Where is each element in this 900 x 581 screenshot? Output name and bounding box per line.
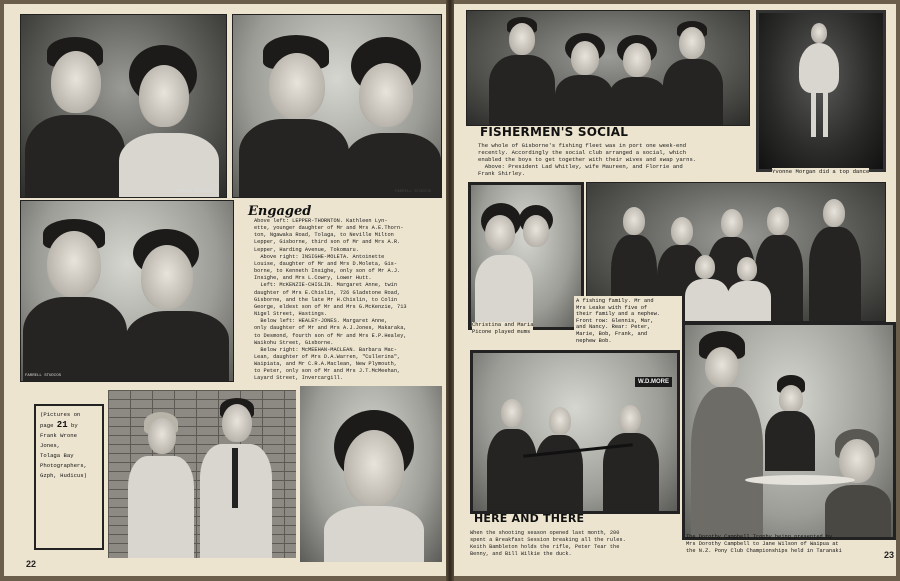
pictures-credit-page-word: page: [40, 422, 54, 429]
fishermen-social-text: The whole of Gisborne's fishing fleet was in port one week-end recently. Accordingly the social club arranged a social, which enabled the boys to get together with their wives and swap yarns. Above: President Lad Whitley, wife Maureen, and Florrie and Frank Shirley.: [478, 142, 697, 177]
engaged-announcements: Above left: LEPPER-THORNTON. Kathleen Lyn- ette, younger daughter of Mr and Mrs A.E.Thorn- ton, Ngawaka Road, Tolaga, to Neville Milton Lepper, Gisborne, third son of Mr and Mrs A.R. Lepper, Harding Avenue, Tokomaru. Above right: INSIGHE-MOLETA. Antoinette Louise, daughter of Mr and Mrs D.Moleta, Gis- borne, to Kenneth Insighe, only son of Mr A.J. Insighe, and Mrs L.Cowry, Lower Hutt. Left: McKENZIE-CHISLIN. Margaret Anne, twin daughter of Mrs E.Chislin, 726 Gladstone Road, Gisborne, and the late Mr H.Chislin, to Colin George, eldest son of Mr and Mrs G.McKenzie, 713 Nigel Street, Hastings. Below left: HEALEY-JONES. Margaret Anne, only daughter of Mr and Mrs A.J.Jones, Makaraka, to Desmond, fourth son of Mr and Mrs E.P.Healey, Waikohu Street, Gisborne. Below right: McMEEHAN-MACLEAN. Barbara Mac- Lean, daughter of Mrs D.A.Warren, "Cullerina", Waipiata, and Mr C.R.A.Maclean, New Plymouth, to Peter, only son of Mr and Mrs J.T.McMeehan, Layard Street, Invercargill.: [254, 218, 407, 382]
fishermen-social-photo: [466, 10, 750, 126]
skater-photo: [756, 10, 886, 172]
skater-caption: Yvonne Morgan did a top dance: [772, 168, 870, 175]
pictures-credit-line: Tolaga Bay: [40, 452, 74, 459]
pictures-credit-line: Photographers,: [40, 462, 87, 469]
book-gutter: [446, 0, 454, 581]
left-page: [4, 4, 446, 576]
christina-maria-photo: [468, 182, 584, 330]
photo-credit: FARRELL STUDIOS: [394, 190, 431, 194]
photo-credit: FARRELL STUDIOS: [175, 190, 212, 194]
pony-club-trophy-photo: [682, 322, 896, 540]
couple-photo-healey-jones: [108, 390, 296, 558]
fishing-family-caption: A fishing family. Mr and Mrs Leake with five of their family and a nephew. Front row: Glennis, Mar, and Nancy. Rear: Peter, Marie, Bob, Frank, and nephew Bob.: [574, 296, 682, 346]
shop-sign: W.D.MORE: [635, 377, 672, 387]
christina-maria-caption: Christina and Maria Picone played mums: [472, 322, 534, 335]
portrait-photo-mcmeehan-maclean: [300, 386, 442, 562]
shooting-season-photo: [470, 350, 680, 514]
couple-photo-insighe-moleta: [232, 14, 442, 198]
pictures-credit-line: [40, 420, 98, 431]
pictures-credit-line: Gzph, Hudicus): [40, 472, 87, 479]
page-number-right: 23: [884, 550, 895, 560]
page-number-left: 22: [26, 559, 37, 569]
photo-credit: FARRELL STUDIOS: [25, 374, 62, 378]
engaged-heading: Engaged: [248, 204, 312, 219]
here-and-there-text: When the shooting season opened last month, 200 spent a Breakfast Session breaking all the rules. Keith Bambleton holds the rifle, Peter Tear the Benny, and Bill Wilkie the duck.: [470, 530, 626, 557]
pictures-credit-by: by: [70, 422, 78, 429]
pictures-credit-box: [34, 404, 104, 550]
pictures-credit-line: Frank Wrone Jones,: [40, 432, 77, 449]
fishermen-social-heading: FISHERMEN'S SOCIAL: [480, 125, 629, 139]
couple-photo-lepper-thornton: [20, 14, 227, 198]
couple-photo-mckenzie-chislin: [20, 200, 234, 382]
right-page: [454, 4, 896, 576]
pictures-credit-line: (Pictures on: [40, 411, 81, 418]
pony-club-caption: The Dorothy Campbell Trophy being presented by Mrs Dorothy Campbell to Jane Wilson of Waipua at the N.Z. Pony Club Championships held in Taranaki: [686, 534, 842, 554]
here-and-there-heading: HERE AND THERE: [474, 512, 585, 525]
pictures-credit-page-ref: 21: [56, 420, 68, 430]
